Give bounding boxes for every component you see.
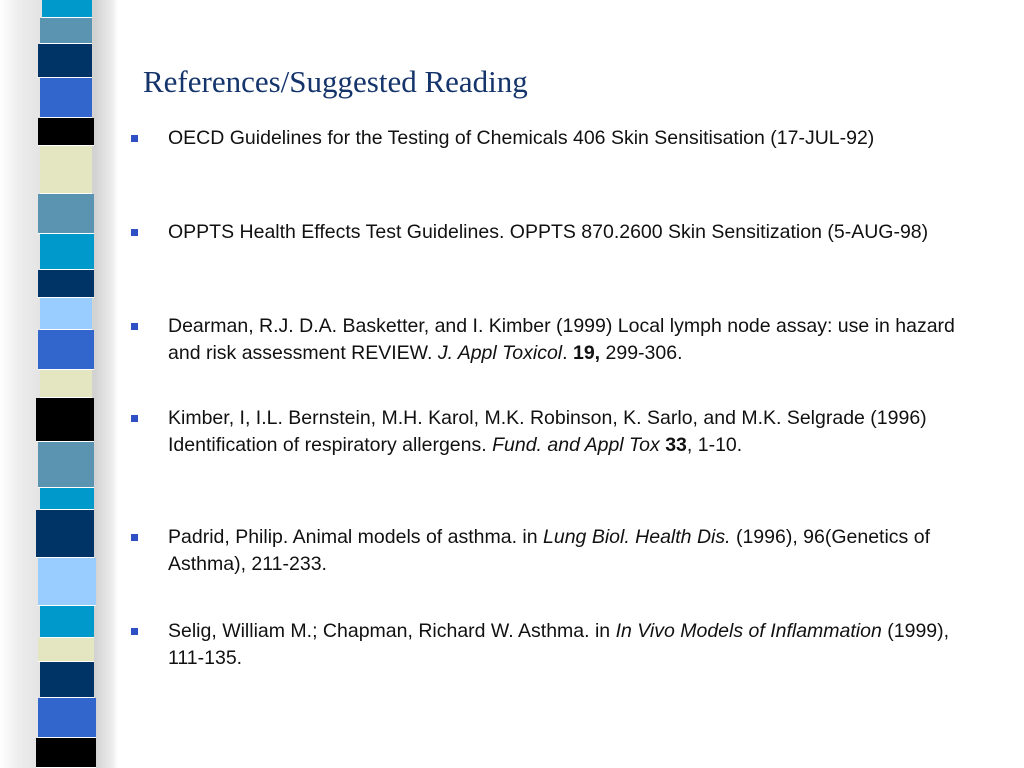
reference-journal: Lung Biol. Health Dis. bbox=[543, 526, 731, 548]
square-bullet-icon bbox=[131, 135, 138, 142]
stripe-segment bbox=[0, 330, 118, 370]
reference-pages: 299-306. bbox=[600, 342, 683, 364]
reference-text: OECD Guidelines for the Testing of Chemicals 406 Skin Sensitisation (17-JUL-92) bbox=[168, 127, 875, 149]
reference-journal: In Vivo Models of Inflammation bbox=[615, 620, 882, 642]
stripe-segment bbox=[0, 146, 118, 194]
stripe-segment bbox=[0, 442, 118, 488]
reference-item bbox=[168, 524, 968, 578]
reference-volume: 19, bbox=[572, 342, 601, 364]
stripe-block bbox=[40, 18, 92, 44]
stripe-segment bbox=[0, 698, 118, 738]
stripe-block bbox=[36, 398, 94, 442]
stripe-segment bbox=[0, 510, 118, 558]
stripe-block bbox=[40, 662, 94, 698]
reference-pages: , 1-10. bbox=[686, 434, 743, 456]
square-bullet-icon bbox=[131, 323, 138, 330]
stripe-segment bbox=[0, 18, 118, 44]
stripe-block bbox=[40, 234, 94, 270]
reference-item bbox=[168, 219, 968, 246]
reference-journal: J. Appl Toxicol bbox=[437, 342, 563, 364]
stripe-block bbox=[38, 330, 94, 370]
stripe-block bbox=[38, 638, 94, 662]
reference-item bbox=[168, 313, 968, 367]
stripe-segment bbox=[0, 78, 118, 118]
square-bullet-icon bbox=[131, 229, 138, 236]
stripe-block bbox=[40, 488, 94, 510]
stripe-block bbox=[38, 270, 94, 298]
reference-pages: (1999), 111-135. bbox=[168, 620, 950, 669]
reference-text: Dearman, R.J. D.A. Basketter, and I. Kimber (1999) Local lymph node assay: use in hazard and risk assessment REVIEW. bbox=[168, 315, 955, 364]
stripe-segment bbox=[0, 558, 118, 606]
stripe-block bbox=[42, 0, 92, 18]
reference-item bbox=[168, 125, 968, 152]
stripe-segment bbox=[0, 488, 118, 510]
stripe-segment bbox=[0, 234, 118, 270]
stripe-block bbox=[36, 510, 94, 558]
reference-journal: Fund. and Appl Tox bbox=[492, 434, 660, 456]
reference-pages: (1996), 96(Genetics of Asthma), 211-233. bbox=[168, 526, 930, 575]
stripe-block bbox=[40, 146, 92, 194]
stripe-block bbox=[38, 44, 92, 78]
slide-title: References/Suggested Reading bbox=[143, 64, 528, 99]
reference-text: Kimber, I, I.L. Bernstein, M.H. Karol, M.K. Robinson, K. Sarlo, and M.K. Selgrade (1996) Identification of respiratory allergens. bbox=[168, 407, 927, 456]
reference-volume: 33 bbox=[665, 434, 687, 456]
square-bullet-icon bbox=[131, 534, 138, 541]
reference-item bbox=[168, 405, 968, 459]
stripe-segment bbox=[0, 0, 118, 18]
stripe-block bbox=[36, 738, 96, 768]
stripe-segment bbox=[0, 662, 118, 698]
stripe-block bbox=[40, 606, 94, 638]
reference-text: Selig, William M.; Chapman, Richard W. Asthma. in bbox=[168, 620, 616, 642]
reference-text: OPPTS Health Effects Test Guidelines. OPPTS 870.2600 Skin Sensitization (5-AUG-98) bbox=[168, 221, 929, 243]
stripe-segment bbox=[0, 370, 118, 398]
square-bullet-icon bbox=[131, 628, 138, 635]
square-bullet-icon bbox=[131, 415, 138, 422]
stripe-segment bbox=[0, 606, 118, 638]
reference-text: Padrid, Philip. Animal models of asthma. in bbox=[168, 526, 544, 548]
stripe-block bbox=[40, 78, 92, 118]
stripe-block bbox=[38, 194, 94, 234]
reference-punct: . bbox=[562, 342, 573, 364]
stripe-block bbox=[38, 118, 94, 146]
stripe-block bbox=[38, 558, 96, 606]
stripe-segment bbox=[0, 270, 118, 298]
stripe-segment bbox=[0, 118, 118, 146]
stripe-block bbox=[38, 698, 96, 738]
reference-item bbox=[168, 618, 968, 672]
stripe-segment bbox=[0, 298, 118, 330]
stripe-block bbox=[40, 370, 92, 398]
decorative-block-stripe bbox=[0, 0, 118, 768]
stripe-segment bbox=[0, 44, 118, 78]
stripe-segment bbox=[0, 638, 118, 662]
stripe-block bbox=[40, 298, 92, 330]
stripe-block bbox=[38, 442, 94, 488]
stripe-segment bbox=[0, 398, 118, 442]
stripe-segment bbox=[0, 194, 118, 234]
stripe-segment bbox=[0, 738, 118, 768]
